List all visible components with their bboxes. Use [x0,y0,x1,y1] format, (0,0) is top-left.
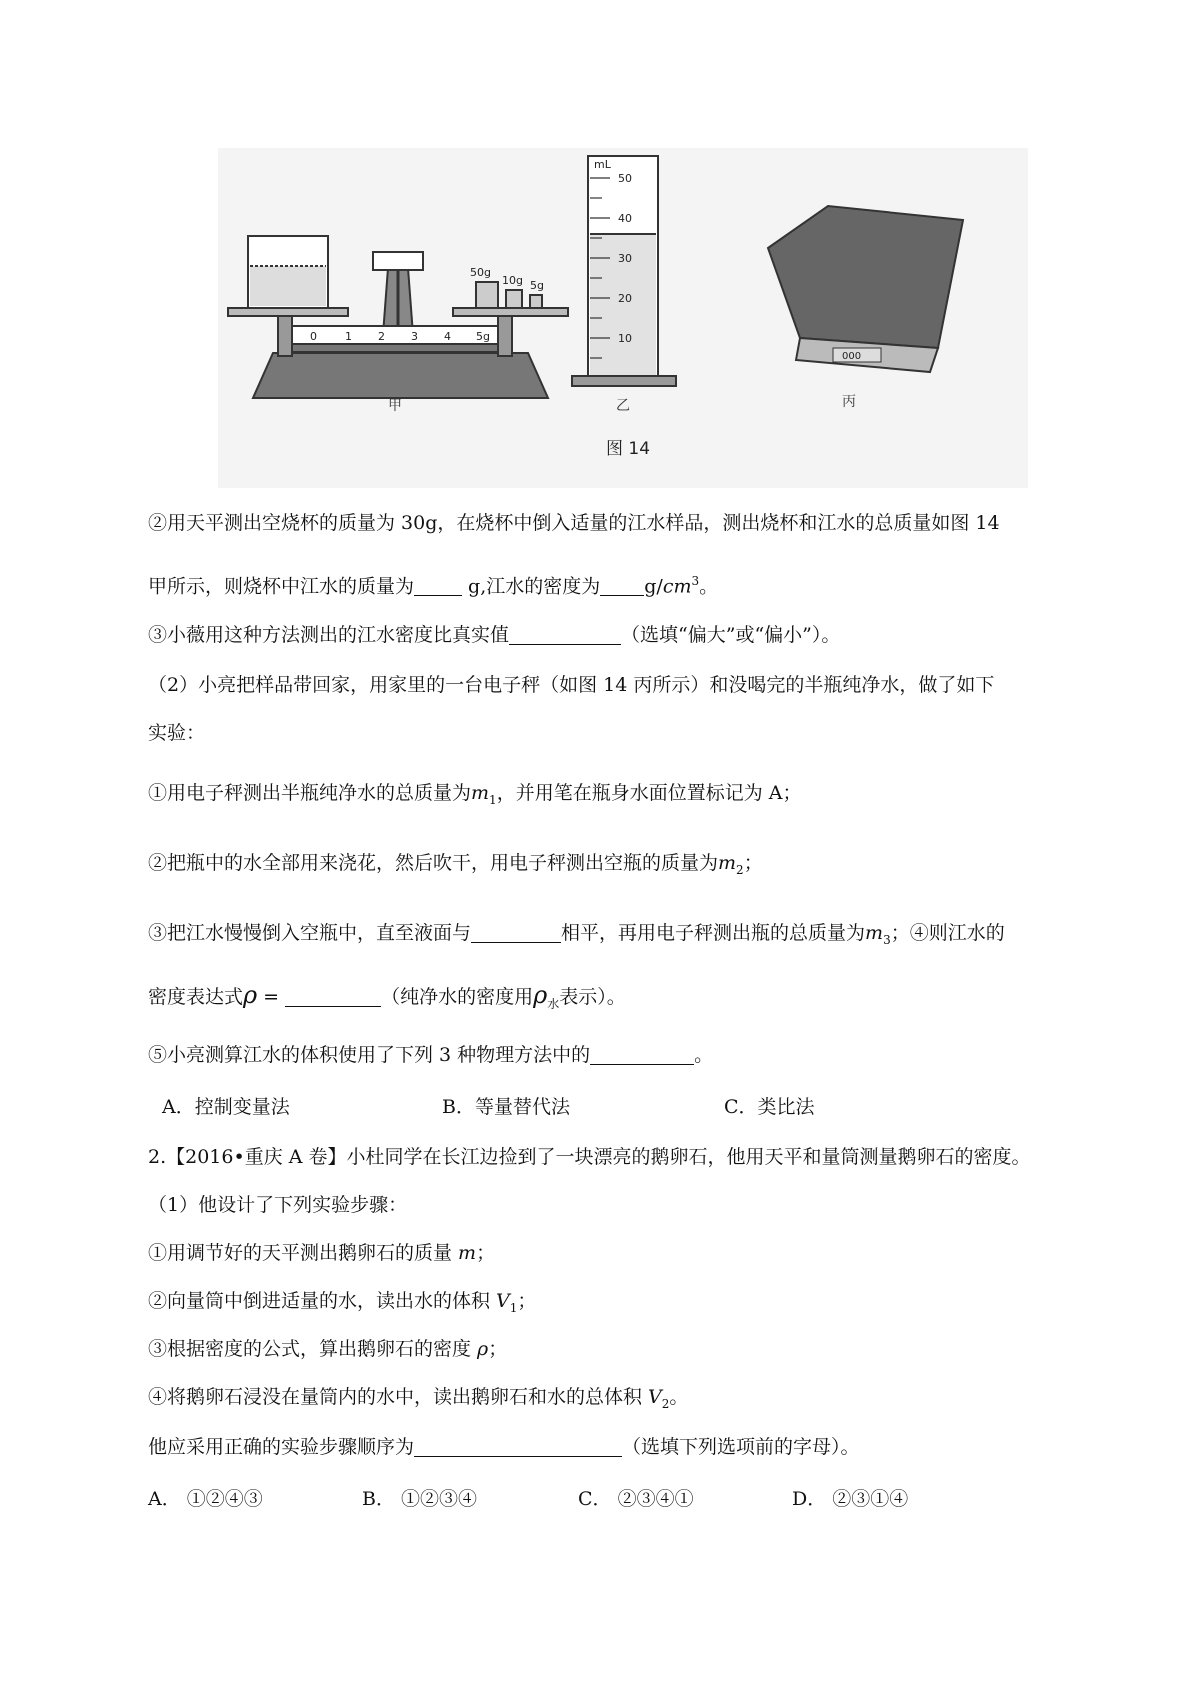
answer-blank-method[interactable] [590,1044,694,1065]
q1-part2-line1: （2）小亮把样品带回家，用家里的一台电子秤（如图 14 丙所示）和没喝完的半瓶纯净水，做了如下 [148,674,995,696]
q2-option-c: C． ②③④① [578,1488,694,1510]
ruler-tick-5g: 5g [476,330,490,343]
q2-option-d: D． ②③①④ [792,1488,909,1510]
answer-blank-order[interactable] [414,1436,622,1457]
graduated-cylinder [572,156,676,386]
q1-step3: ③小薇用这种方法测出的江水密度比真实值 （选填“偏大”或“偏小”）。 [148,624,841,646]
answer-blank-bias[interactable] [509,624,621,645]
q2-title: 2.【2016•重庆 A 卷】小杜同学在长江边捡到了一块漂亮的鹅卵石，他用天平和量筒测量鹅卵石的密度。 [148,1146,1031,1168]
ruler-tick-0: 0 [310,330,317,343]
cylinder-tick-10: 10 [618,332,632,345]
ruler-tick-3: 3 [411,330,418,343]
answer-blank-mass[interactable] [414,575,462,596]
label-bing: 丙 [842,394,856,410]
q2-step1: ①用调节好的天平测出鹅卵石的质量 m； [148,1242,496,1264]
figure-14 [218,148,1028,488]
ruler-tick-4: 4 [444,330,451,343]
weight-label-5g: 5g [530,279,544,292]
q1-step2-line2: 甲所示，则烧杯中江水的质量为 g,江水的密度为 $g/cm^3$。 [148,574,719,598]
q2-step4: ④将鹅卵石浸没在量筒内的水中，读出鹅卵石和水的总体积 $V_2$。 [148,1386,689,1411]
balance-illustration [228,236,568,398]
scale-display: 000 [842,351,862,362]
q2-order: 他应采用正确的实验步骤顺序为 （选填下列选项前的字母）。 [148,1436,860,1458]
q2-step3: ③根据密度的公式，算出鹅卵石的密度 ρ； [148,1338,508,1360]
electronic-scale [768,206,963,372]
weight-label-10g: 10g [502,274,523,287]
figure-caption: 图 14 [606,439,651,459]
label-jia: 甲 [388,398,402,414]
q1-substep4: 密度表达式ρ = （纯净水的密度用$\rho_水$表示）。 [148,981,626,1011]
q2-option-b: B． ①②③④ [362,1488,478,1510]
q1-step2-line1: ②用天平测出空烧杯的质量为 30g，在烧杯中倒入适量的江水样品，测出烧杯和江水的总质量如图 14 [148,512,1000,534]
cylinder-unit: mL [594,158,611,171]
q2-part1: （1）他设计了下列实验步骤： [148,1194,408,1216]
cylinder-tick-50: 50 [618,172,632,185]
q1-option-a: A．控制变量法 [162,1096,290,1118]
cylinder-tick-40: 40 [618,212,632,225]
answer-blank-level[interactable] [471,922,561,943]
ruler-tick-1: 1 [345,330,352,343]
q1-option-c: C．类比法 [724,1096,815,1118]
q1-substep2: ②把瓶中的水全部用来浇花，然后吹干，用电子秤测出空瓶的质量为$m_2$； [148,852,763,877]
answer-blank-density[interactable] [600,575,644,596]
q1-substep5: ⑤小亮测算江水的体积使用了下列 3 种物理方法中的 。 [148,1044,714,1066]
weight-label-50g: 50g [470,266,491,279]
cylinder-tick-30: 30 [618,252,632,265]
cylinder-tick-20: 20 [618,292,632,305]
q1-option-b: B．等量替代法 [442,1096,570,1118]
answer-blank-expression[interactable] [285,986,381,1007]
q2-option-a: A． ①②④③ [148,1488,263,1510]
q1-part2-line2: 实验： [148,722,206,744]
q1-substep1: ①用电子秤测出半瓶纯净水的总质量为$m_1$，并用笔在瓶身水面位置标记为 A； [148,782,802,807]
ruler-tick-2: 2 [378,330,385,343]
q2-step2: ②向量筒中倒进适量的水，读出水的体积 $V_1$； [148,1290,537,1315]
q1-substep3: ③把江水慢慢倒入空瓶中，直至液面与 相平，再用电子秤测出瓶的总质量为$m_3$；④则江水的 [148,922,1005,947]
label-yi: 乙 [616,398,630,414]
